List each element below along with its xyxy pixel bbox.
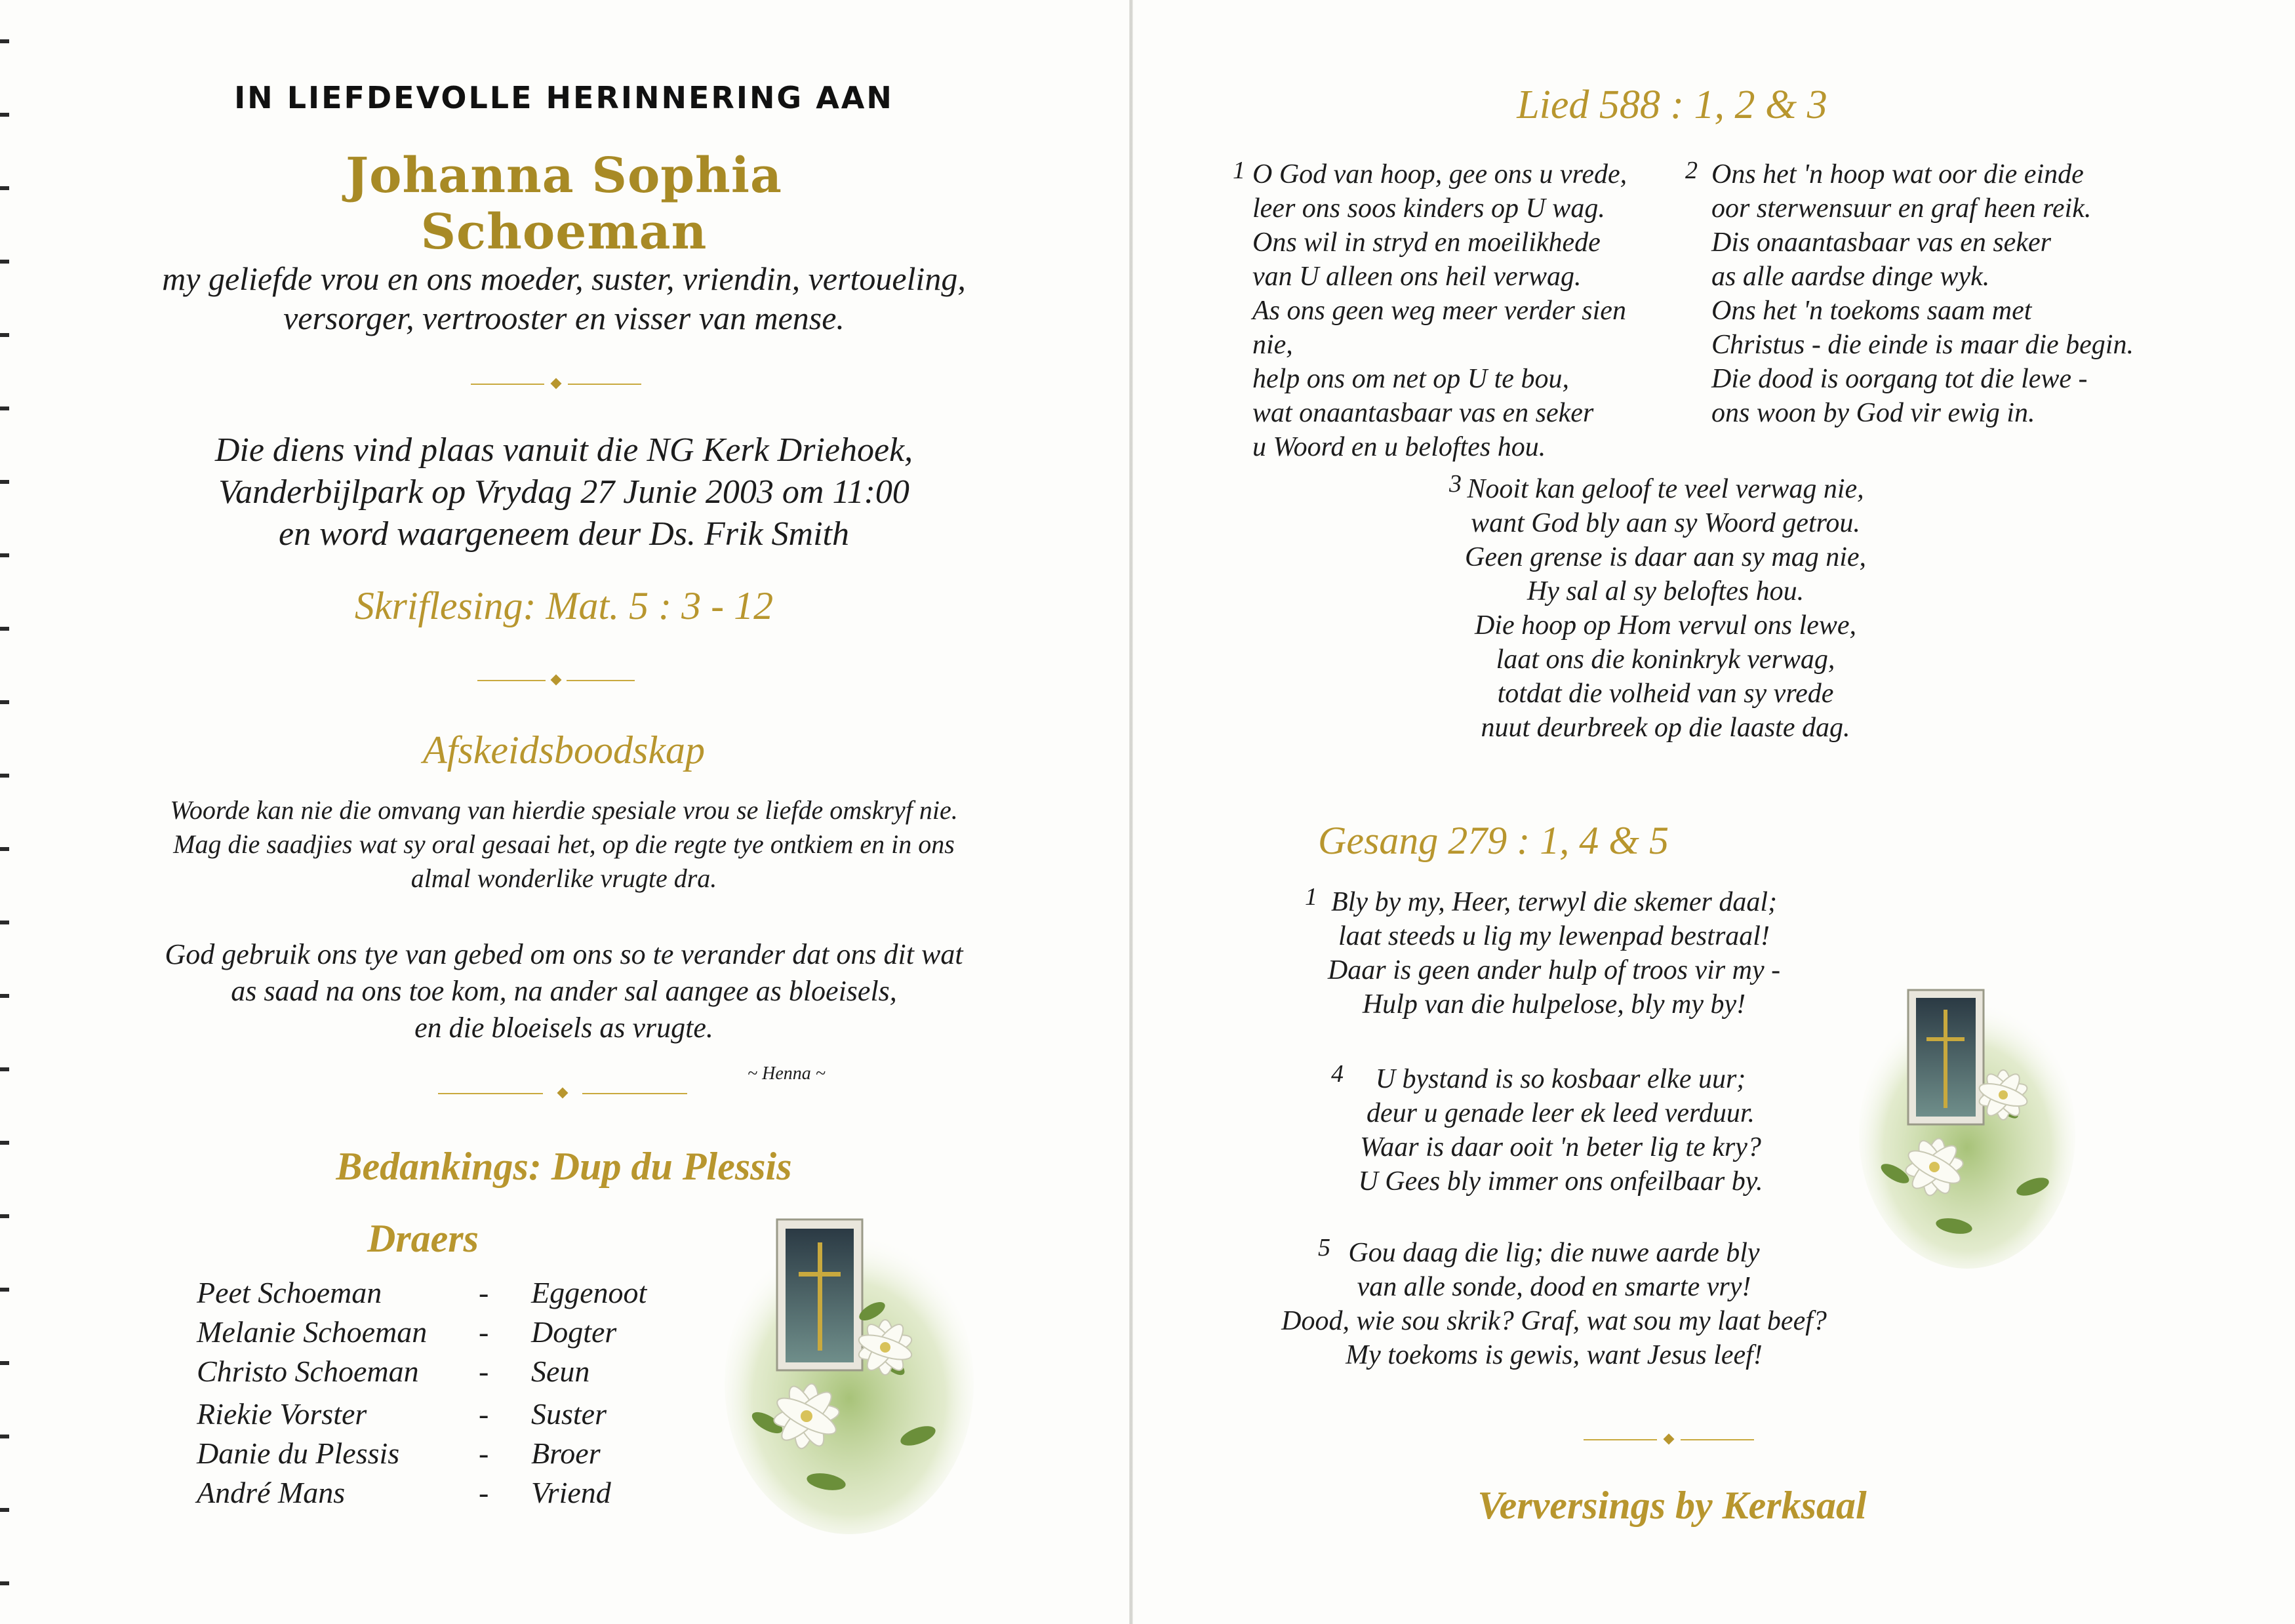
bearers-title: Draers [367,1217,479,1260]
hymn1-verse-1 [1233,157,1672,464]
verse-number: 4 [1331,1060,1344,1088]
verse-line: leer ons soos kinders op U wag. [1252,193,1605,224]
description-line: versorger, vertrooster en visser van mense. [283,300,845,336]
thanks-line: Bedankings: Dup du Plessis [336,1145,792,1188]
farewell-line: Woorde kan nie die omvang van hierdie spesiale vrou se liefde omskryf nie. [170,795,958,825]
verse-line: Ons het 'n toekoms saam met [1711,296,2032,326]
bearer-relation: Suster [531,1397,607,1431]
verse-line: U bystand is so kosbaar elke uur; [1375,1064,1746,1094]
verse-line: as alle aardse dinge wyk. [1711,262,1990,292]
verse-number: 5 [1318,1234,1330,1261]
bearer-relation: Broer [531,1436,601,1470]
verse-line: oor sterwensuur en graf heen reik. [1711,193,2092,224]
hymn1-verse-3 [1436,472,1895,745]
verse-number: 3 [1449,470,1462,498]
bearer-name: Riekie Vorster [197,1397,367,1431]
verse-line: Gou daag die lig; die nuwe aarde bly [1348,1238,1760,1268]
bearer-relation: Eggenoot [531,1276,647,1309]
bearer-row [197,1354,721,1393]
verse-line: laat steeds u lig my lewenpad bestraal! [1338,921,1770,951]
verse-line: wat onaantasbaar vas en seker [1252,398,1594,428]
bearer-row [197,1436,721,1475]
verse-line: Hulp van die hulpelose, bly my by! [1362,989,1746,1020]
verse-line: help ons om net op U te bou, [1252,364,1569,394]
verse-line: Geen grense is daar aan sy mag nie, [1464,542,1866,572]
verse-line: Dis onaantasbaar vas en seker [1711,228,2051,258]
bearers-list [197,1275,721,1524]
verse-line: Christus - die einde is maar die begin. [1711,330,2134,360]
service-details [118,429,1010,555]
verse-line: As ons geen weg meer verder sien nie, [1252,296,1626,360]
hymn2-verse-5 [1272,1236,1836,1372]
cross-lilies-image [721,1206,977,1534]
bearer-dash: - [479,1397,489,1431]
farewell-paragraph-1 [79,793,1049,896]
verse-line: Daar is geen ander hulp of troos vir my - [1327,955,1781,985]
bearer-dash: - [479,1355,489,1388]
service-line: en word waargeneem deur Ds. Frik Smith [279,515,849,553]
verse-number: 1 [1233,157,1245,184]
cross-lilies-image [1856,977,2079,1272]
bearer-name: Danie du Plessis [197,1436,400,1470]
verse-line: van alle sonde, dood en smarte vry! [1357,1272,1751,1302]
bearer-row [197,1475,721,1515]
verse-line: nuut deurbreek op die laaste dag. [1481,713,1850,743]
ornament-divider [438,1087,687,1100]
hymn2-verse-4 [1318,1062,1803,1198]
verse-line: want God bly aan sy Woord getrou. [1471,508,1860,538]
deceased-name: Johanna Sophia Schoeman [346,148,782,260]
verse-line: Die hoop op Hom vervul ons lewe, [1474,610,1857,641]
farewell-title: Afskeidsboodskap [423,728,705,772]
bearer-name: André Mans [197,1476,346,1509]
spiral-binding [0,0,9,1624]
bearer-row [197,1275,721,1315]
bearer-dash: - [479,1476,489,1509]
description [118,259,1010,338]
farewell-line: God gebruik ons tye van gebed om ons so te verander dat ons dit wat [165,938,963,970]
hymn1-verse-2 [1685,157,2170,430]
bearer-name: Peet Schoeman [197,1276,382,1309]
verse-line: U Gees bly immer ons onfeilbaar by. [1358,1166,1763,1197]
farewell-line: as saad na ons toe kom, na ander sal aangee as bloeisels, [231,975,897,1007]
scripture-reading: Skriflesing: Mat. 5 : 3 - 12 [354,584,774,627]
verse-line: Bly by my, Heer, terwyl die skemer daal; [1331,887,1777,917]
verse-line: Dood, wie sou skrik? Graf, wat sou my laat beef? [1281,1306,1827,1336]
ornament-divider [471,378,641,391]
verse-line: laat ons die koninkryk verwag, [1496,644,1835,675]
bearer-row [197,1315,721,1354]
ornament-divider [477,674,635,687]
verse-line: Ons wil in stryd en moeilikhede [1252,228,1601,258]
bearer-row [197,1396,721,1436]
farewell-paragraph-2 [79,936,1049,1046]
verse-line: Nooit kan geloof te veel verwag nie, [1467,474,1864,504]
hymn1-title: Lied 588 : 1, 2 & 3 [1517,83,1827,127]
farewell-line: almal wonderlike vrugte dra. [410,863,717,893]
verse-line: totdat die volheid van sy vrede [1497,679,1834,709]
farewell-line: en die bloeisels as vrugte. [414,1012,713,1044]
bearer-relation: Seun [531,1355,590,1388]
verse-line: u Woord en u beloftes hou. [1252,432,1546,462]
verse-number: 1 [1305,883,1317,911]
verse-line: My toekoms is gewis, want Jesus leef! [1346,1340,1763,1370]
bearer-name: Melanie Schoeman [197,1315,428,1349]
verse-line: Hy sal al sy beloftes hou. [1527,576,1805,606]
verse-number: 2 [1685,157,1698,184]
verse-line: Die dood is oorgang tot die lewe - [1711,364,2088,394]
verse-line: van U alleen ons heil verwag. [1252,262,1582,292]
verse-line: ons woon by God vir ewig in. [1711,398,2035,428]
bearer-dash: - [479,1276,489,1309]
ornament-divider [1584,1433,1754,1446]
bearer-dash: - [479,1436,489,1470]
bearer-dash: - [479,1315,489,1349]
description-line: my geliefde vrou en ons moeder, suster, vriendin, vertoueling, [162,260,966,297]
service-line: Vanderbijlpark op Vrydag 27 Junie 2003 om 11:00 [218,473,909,511]
page-fold [1129,0,1133,1624]
bearer-relation: Dogter [531,1315,617,1349]
verse-line: O God van hoop, gee ons u vrede, [1252,159,1627,189]
memorial-heading: IN LIEFDEVOLLE HERINNERING AAN [234,80,894,115]
bearer-relation: Vriend [531,1476,611,1509]
farewell-line: Mag die saadjies wat sy oral gesaai het, op die regte tye ontkiem en in ons [173,829,955,859]
verse-line: deur u genade leer ek leed verduur. [1366,1098,1755,1128]
service-line: Die diens vind plaas vanuit die NG Kerk Driehoek, [214,431,913,469]
bearer-name: Christo Schoeman [197,1355,419,1388]
hymn2-verse-1 [1305,885,1803,1021]
hymn2-title: Gesang 279 : 1, 4 & 5 [1318,819,1669,862]
verse-line: Waar is daar ooit 'n beter lig te kry? [1360,1132,1761,1162]
verse-line: Ons het 'n hoop wat oor die einde [1711,159,2084,189]
refreshments: Verversings by Kerksaal [1477,1484,1867,1527]
signature: ~ Henna ~ [748,1063,826,1084]
